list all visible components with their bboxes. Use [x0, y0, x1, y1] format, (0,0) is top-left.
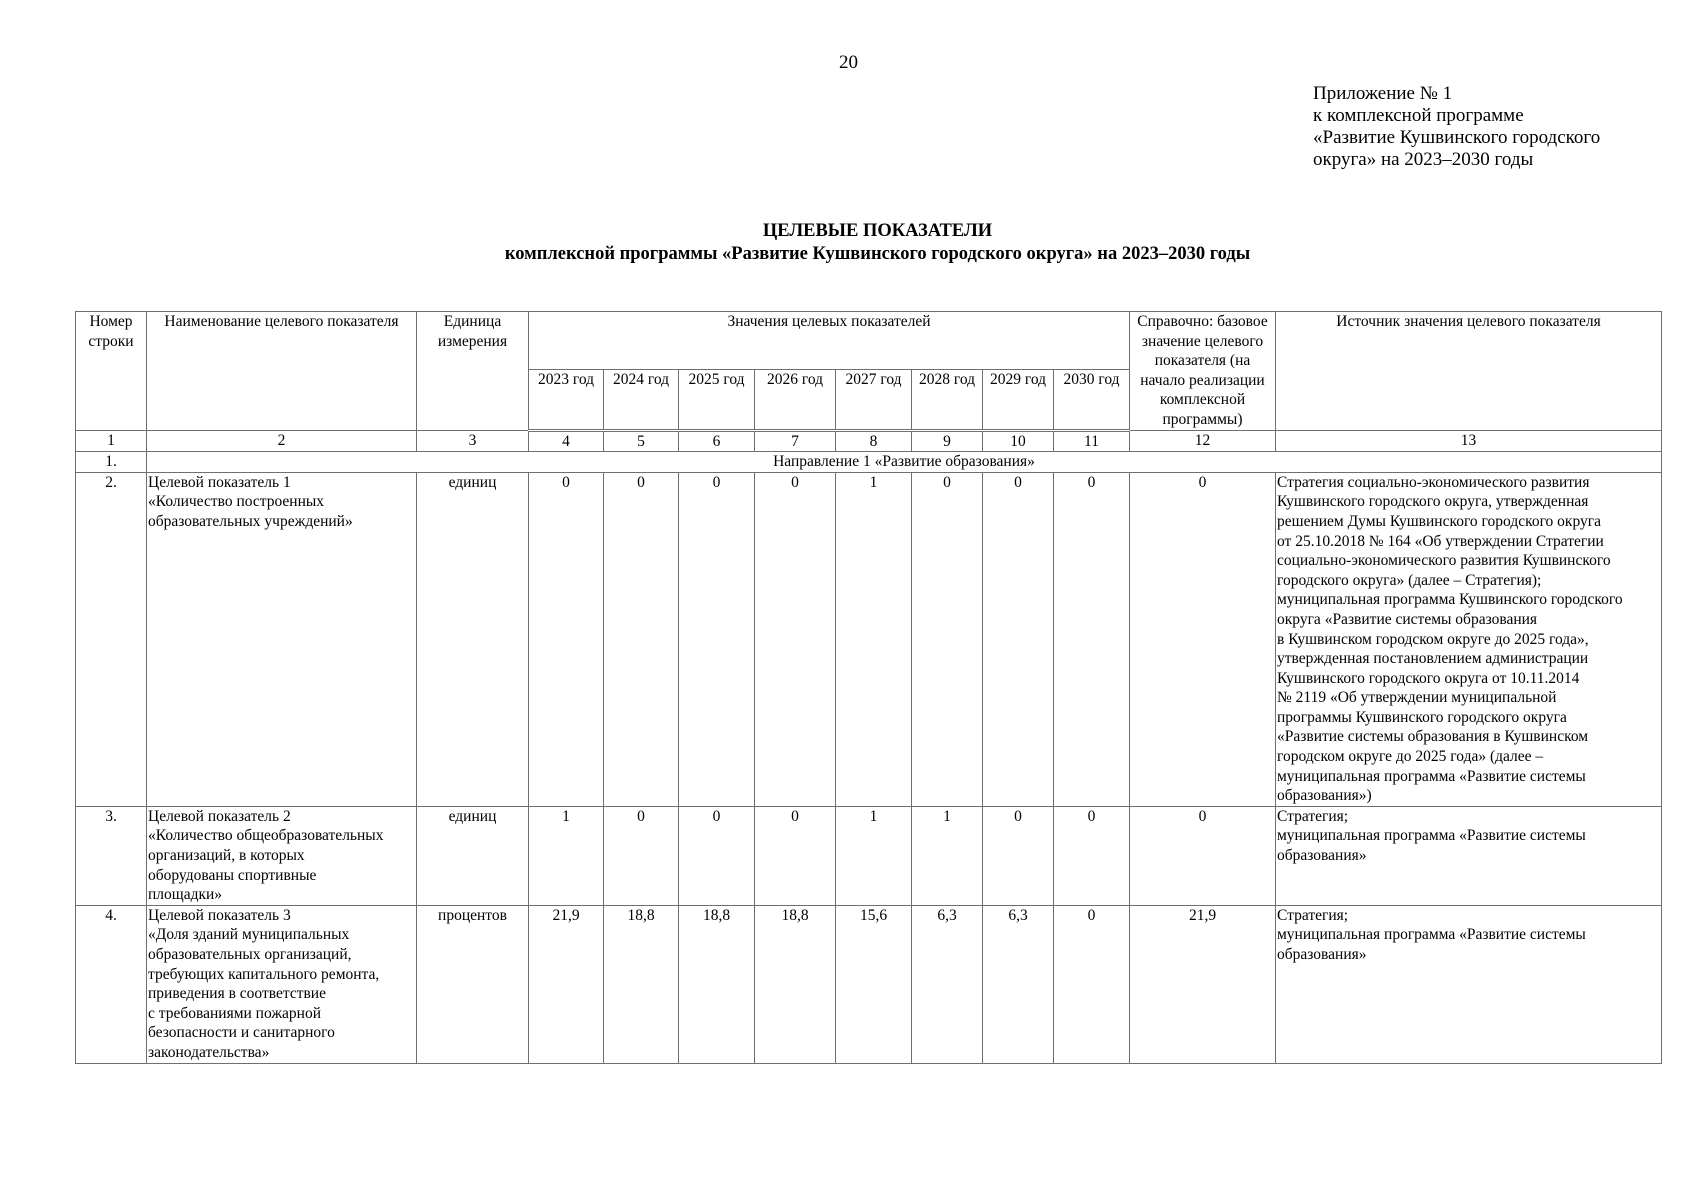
source-line: Стратегия социально-экономического развития [1277, 473, 1590, 491]
indicator-unit: единиц [417, 472, 529, 806]
column-numbers-row [76, 430, 1662, 452]
table-row [76, 806, 1662, 905]
source-line: городского округа» (далее – Стратегия); [1277, 571, 1542, 589]
value-2027: 1 [836, 806, 912, 905]
table-row [76, 905, 1662, 1063]
section-row [76, 452, 1662, 473]
value-2023: 0 [529, 472, 604, 806]
column-number: 5 [604, 430, 679, 452]
source-line: образования» [1277, 847, 1367, 865]
header-base-value: Справочно: базовое значение целевого показателя (на начало реализации комплексной программы) [1130, 312, 1276, 431]
value-2024: 0 [604, 806, 679, 905]
source-line: муниципальная программа «Развитие системы [1277, 926, 1586, 944]
indicator-name-line: «Количество построенных [148, 493, 325, 511]
indicator-name-line: оборудованы спортивные [148, 866, 317, 884]
source-line: муниципальная программа «Развитие системы [1277, 767, 1586, 785]
indicator-name-line: организаций, в которых [148, 847, 305, 865]
indicator-name [147, 806, 417, 905]
row-number: 2. [76, 472, 147, 806]
indicator-name-line: «Доля зданий муниципальных [148, 926, 350, 944]
indicator-name-line: «Количество общеобразовательных [148, 827, 384, 845]
indicator-name-line: приведения в соответствие [148, 985, 326, 1003]
value-2027: 1 [836, 472, 912, 806]
column-number: 9 [912, 430, 983, 452]
column-number: 3 [417, 430, 529, 452]
header-name: Наименование целевого показателя [147, 312, 417, 431]
indicator-unit: процентов [417, 905, 529, 1063]
value-2028: 0 [912, 472, 983, 806]
column-number: 8 [836, 430, 912, 452]
indicator-name-line: образовательных учреждений» [148, 512, 353, 530]
source-line: городском округе до 2025 года» (далее – [1277, 748, 1544, 766]
source-line: образования») [1277, 787, 1372, 805]
value-2028: 1 [912, 806, 983, 905]
column-number: 6 [679, 430, 755, 452]
section-number: 1. [76, 452, 147, 473]
header-row-number: Номер строки [76, 312, 147, 431]
value-2027: 15,6 [836, 905, 912, 1063]
indicator-name [147, 472, 417, 806]
table-row [76, 472, 1662, 806]
value-2025: 0 [679, 472, 755, 806]
indicator-name-line: законодательства» [148, 1043, 270, 1061]
value-2025: 18,8 [679, 905, 755, 1063]
column-number: 12 [1130, 430, 1276, 452]
indicator-name-line: безопасности и санитарного [148, 1024, 335, 1042]
value-2030: 0 [1054, 806, 1130, 905]
base-value: 0 [1130, 472, 1276, 806]
value-2026: 0 [755, 806, 836, 905]
appendix-line: к комплексной программе [1313, 105, 1524, 126]
base-value: 21,9 [1130, 905, 1276, 1063]
value-2030: 0 [1054, 472, 1130, 806]
header-year: 2023 год [529, 369, 604, 430]
header-year: 2024 год [604, 369, 679, 430]
column-number: 1 [76, 430, 147, 452]
value-2024: 0 [604, 472, 679, 806]
source-line: решением Думы Кушвинского городского округа [1277, 512, 1601, 530]
value-2026: 18,8 [755, 905, 836, 1063]
value-2029: 0 [983, 806, 1054, 905]
indicator-name-line: Целевой показатель 2 [148, 807, 291, 825]
value-2025: 0 [679, 806, 755, 905]
section-title: Направление 1 «Развитие образования» [147, 452, 1662, 473]
value-2023: 21,9 [529, 905, 604, 1063]
indicator-name-line: требующих капитального ремонта, [148, 965, 380, 983]
column-number: 4 [529, 430, 604, 452]
value-2029: 6,3 [983, 905, 1054, 1063]
indicator-name [147, 905, 417, 1063]
header-source: Источник значения целевого показателя [1276, 312, 1662, 431]
indicator-name-line: Целевой показатель 1 [148, 473, 291, 491]
value-2023: 1 [529, 806, 604, 905]
source-line: от 25.10.2018 № 164 «Об утверждении Стратегии [1277, 532, 1604, 550]
appendix-line: «Развитие Кушвинского городского [1313, 127, 1601, 148]
source-line: Кушвинского городского округа от 10.11.2014 [1277, 669, 1580, 687]
source-line: утвержденная постановлением администрации [1277, 650, 1589, 668]
value-2024: 18,8 [604, 905, 679, 1063]
target-indicators-table [75, 311, 1662, 1064]
header-unit: Единица измерения [417, 312, 529, 431]
header-year: 2029 год [983, 369, 1054, 430]
header-year: 2025 год [679, 369, 755, 430]
title-line-2: комплексной программы «Развитие Кушвинского городского округа» на 2023–2030 годы [504, 244, 1251, 264]
base-value: 0 [1130, 806, 1276, 905]
column-number: 11 [1054, 430, 1130, 452]
source-line: Стратегия; [1277, 807, 1349, 825]
indicator-source [1276, 472, 1662, 806]
source-line: социально-экономического развития Кушвинского [1277, 552, 1611, 570]
column-number: 13 [1276, 430, 1662, 452]
source-line: муниципальная программа Кушвинского городского [1277, 591, 1623, 609]
header-year: 2026 год [755, 369, 836, 430]
source-line: округа «Развитие системы образования [1277, 610, 1538, 628]
row-number: 3. [76, 806, 147, 905]
header-year: 2027 год [836, 369, 912, 430]
indicator-name-line: с требованиями пожарной [148, 1004, 322, 1022]
header-values-group: Значения целевых показателей [529, 312, 1130, 370]
indicator-source [1276, 806, 1662, 905]
value-2029: 0 [983, 472, 1054, 806]
value-2026: 0 [755, 472, 836, 806]
appendix-line: округа» на 2023–2030 годы [1313, 149, 1534, 170]
document-title [0, 220, 1697, 266]
appendix-line: Приложение № 1 [1313, 83, 1453, 104]
header-year: 2028 год [912, 369, 983, 430]
appendix-note [1313, 83, 1673, 171]
source-line: «Развитие системы образования в Кушвинском [1277, 728, 1589, 746]
page-number: 20 [839, 52, 858, 73]
title-line-1: ЦЕЛЕВЫЕ ПОКАЗАТЕЛИ [762, 221, 993, 241]
column-number: 2 [147, 430, 417, 452]
indicator-name-line: Целевой показатель 3 [148, 906, 291, 924]
row-number: 4. [76, 905, 147, 1063]
source-line: муниципальная программа «Развитие системы [1277, 827, 1586, 845]
value-2028: 6,3 [912, 905, 983, 1063]
source-line: № 2119 «Об утверждении муниципальной [1277, 689, 1557, 707]
source-line: Стратегия; [1277, 906, 1349, 924]
header-row-1 [76, 312, 1662, 370]
column-number: 10 [983, 430, 1054, 452]
header-year: 2030 год [1054, 369, 1130, 430]
source-line: Кушвинского городского округа, утвержденная [1277, 493, 1589, 511]
value-2030: 0 [1054, 905, 1130, 1063]
indicator-name-line: образовательных организаций, [148, 946, 352, 963]
indicator-name-line: площадки» [148, 886, 223, 904]
column-number: 7 [755, 430, 836, 452]
indicator-unit: единиц [417, 806, 529, 905]
source-line: образования» [1277, 946, 1367, 963]
indicator-source [1276, 905, 1662, 1063]
source-line: в Кушвинском городском округе до 2025 года», [1277, 630, 1589, 648]
source-line: программы Кушвинского городского округа [1277, 708, 1567, 726]
